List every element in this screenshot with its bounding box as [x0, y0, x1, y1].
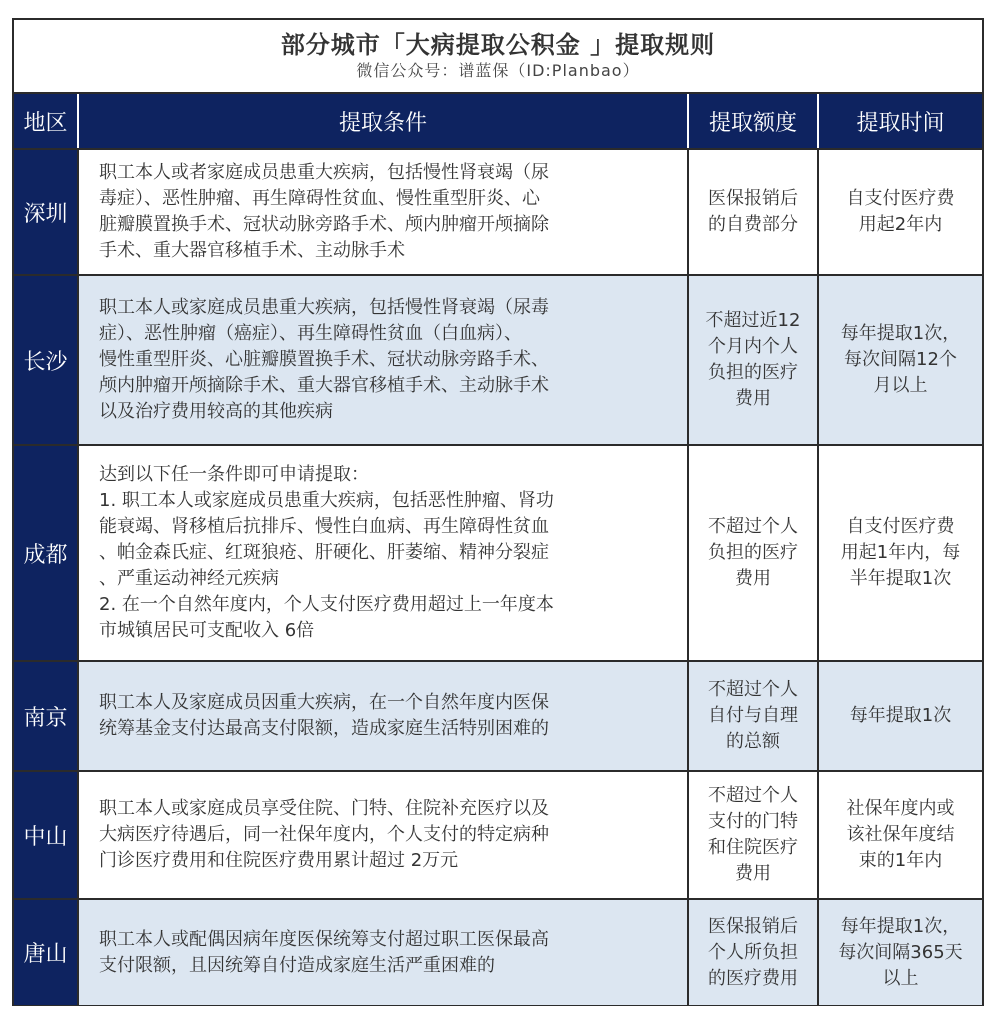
region-cell: 南京 [14, 661, 78, 771]
amount-line: 不超过个人 [708, 516, 798, 537]
amount-line: 和住院医疗 [708, 837, 798, 858]
condition-line: 支付限额，且因统筹自付造成家庭生活严重困难的 [99, 954, 495, 976]
title-block [14, 20, 982, 94]
amount-line: 负担的医疗 [708, 542, 798, 563]
region-cell: 唐山 [14, 899, 78, 1005]
amount-line: 个人所负担 [708, 941, 798, 963]
condition-cell [78, 445, 688, 661]
time-line: 社保年度内或 [846, 798, 955, 819]
table-row [14, 661, 982, 771]
time-cell [818, 149, 982, 275]
amount-cell [688, 771, 818, 899]
amount-line: 不超过个人 [708, 785, 798, 806]
condition-line: 达到以下任一条件即可申请提取： [99, 464, 369, 485]
header-time: 提取时间 [818, 94, 982, 149]
time-line: 用起1年内，每 [840, 542, 961, 563]
rules-table-frame [12, 18, 984, 1006]
time-cell [818, 661, 982, 771]
condition-line: 能衰竭、肾移植后抗排斥、慢性白血病、再生障碍性贫血 [99, 516, 549, 537]
header-row [14, 94, 982, 149]
time-line: 每次间隔365天 [838, 941, 963, 963]
condition-line: 1. 职工本人或家庭成员患重大疾病，包括恶性肿瘤、肾功 [99, 490, 554, 511]
amount-cell [688, 275, 818, 445]
amount-line: 费用 [735, 388, 771, 409]
table-row [14, 275, 982, 445]
time-line: 自支付医疗费 [846, 188, 955, 209]
region-cell: 深圳 [14, 149, 78, 275]
amount-cell [688, 445, 818, 661]
header-amount: 提取额度 [688, 94, 818, 149]
condition-line: 2. 在一个自然年度内，个人支付医疗费用超过上一年度本 [99, 594, 554, 615]
region-cell: 长沙 [14, 275, 78, 445]
amount-line: 医保报销后 [708, 915, 798, 937]
amount-line: 的总额 [726, 731, 780, 752]
condition-line: 统筹基金支付达最高支付限额，造成家庭生活特别困难的 [99, 718, 549, 739]
condition-line: 毒症）、恶性肿瘤、再生障碍性贫血、慢性重型肝炎、心 [99, 188, 540, 209]
rules-table [14, 94, 982, 1005]
time-line: 自支付医疗费 [846, 516, 955, 537]
amount-line: 支付的门特 [708, 811, 798, 832]
amount-cell [688, 899, 818, 1005]
condition-line: 职工本人或者家庭成员患重大疾病，包括慢性肾衰竭（尿 [99, 162, 549, 183]
time-line: 月以上 [873, 375, 928, 396]
time-cell [818, 445, 982, 661]
condition-line: 症）、恶性肿瘤（癌症）、再生障碍性贫血（白血病）、 [99, 323, 522, 344]
time-cell [818, 771, 982, 899]
amount-line: 费用 [735, 568, 771, 589]
time-line: 半年提取1次 [849, 568, 952, 589]
amount-line: 不超过近12 [705, 310, 801, 331]
condition-line: 以及治疗费用较高的其他疾病 [99, 401, 333, 422]
time-cell [818, 899, 982, 1005]
table-row [14, 899, 982, 1005]
amount-line: 不超过个人 [708, 679, 798, 700]
header-condition: 提取条件 [78, 94, 688, 149]
time-line: 每年提取1次 [849, 705, 952, 726]
condition-line: 颅内肿瘤开颅摘除手术、重大器官移植手术、主动脉手术 [99, 375, 549, 396]
condition-cell [78, 899, 688, 1005]
region-cell: 中山 [14, 771, 78, 899]
condition-line: 手术、重大器官移植手术、主动脉手术 [99, 240, 405, 261]
condition-line: 、严重运动神经元疾病 [99, 568, 279, 589]
condition-line: 职工本人或配偶因病年度医保统筹支付超过职工医保最高 [99, 928, 549, 950]
amount-line: 负担的医疗 [708, 362, 798, 383]
condition-line: 、帕金森氏症、红斑狼疮、肝硬化、肝萎缩、精神分裂症 [99, 542, 549, 563]
condition-line: 市城镇居民可支配收入 6倍 [99, 620, 315, 641]
condition-line: 职工本人或家庭成员患重大疾病，包括慢性肾衰竭（尿毒 [99, 297, 549, 318]
condition-line: 门诊医疗费用和住院医疗费用累计超过 2万元 [99, 850, 459, 871]
time-line: 每年提取1次， [840, 915, 961, 937]
amount-line: 医保报销后 [708, 188, 798, 209]
time-line: 该社保年度结 [846, 824, 955, 845]
table-row [14, 771, 982, 899]
amount-line: 个月内个人 [708, 336, 798, 357]
page-title: 部分城市「大病提取公积金 」提取规则 [280, 31, 716, 59]
amount-line: 自付与自理 [708, 705, 798, 726]
time-line: 以上 [882, 967, 919, 989]
amount-cell [688, 661, 818, 771]
condition-cell [78, 771, 688, 899]
amount-cell [688, 149, 818, 275]
amount-line: 费用 [735, 863, 771, 884]
condition-line: 脏瓣膜置换手术、冠状动脉旁路手术、颅内肿瘤开颅摘除 [99, 214, 549, 235]
condition-cell [78, 275, 688, 445]
table-row [14, 149, 982, 275]
time-line: 用起2年内 [858, 214, 943, 235]
condition-line: 慢性重型肝炎、心脏瓣膜置换手术、冠状动脉旁路手术、 [99, 349, 549, 370]
page-subtitle: 微信公众号：谱蓝保（ID:Planbao） [356, 61, 640, 80]
time-line: 每年提取1次， [840, 323, 961, 344]
amount-line: 的医疗费用 [708, 967, 798, 989]
time-line: 每次间隔12个 [844, 349, 957, 370]
time-cell [818, 275, 982, 445]
condition-line: 职工本人及家庭成员因重大疾病，在一个自然年度内医保 [99, 692, 549, 713]
table-row [14, 445, 982, 661]
condition-cell [78, 149, 688, 275]
header-region: 地区 [14, 94, 78, 149]
region-cell: 成都 [14, 445, 78, 661]
time-line: 束的1年内 [858, 850, 943, 871]
condition-line: 职工本人或家庭成员享受住院、门特、住院补充医疗以及 [99, 798, 549, 819]
amount-line: 的自费部分 [708, 214, 798, 235]
condition-line: 大病医疗待遇后，同一社保年度内，个人支付的特定病种 [99, 824, 549, 845]
condition-cell [78, 661, 688, 771]
